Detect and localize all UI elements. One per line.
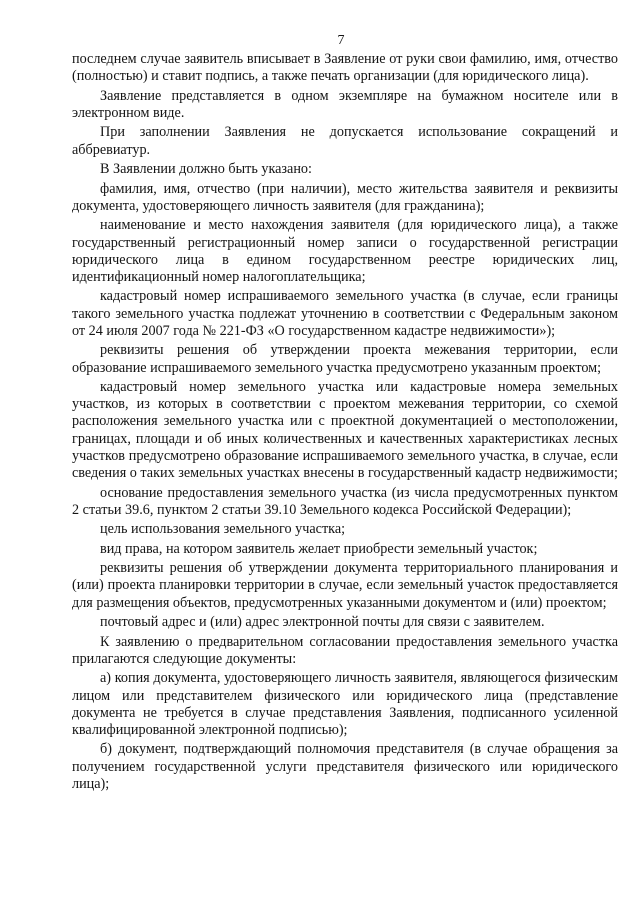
list-item-identity-copy: а) копия документа, удостоверяющего личность заявителя, являющегося физическим лицом или представителем физического или юридического лица (представление документа не требуется в случае представления Заявления, подписанного усиленной квалифицированной электронной подписью); <box>72 670 618 738</box>
list-item-planning-decision: реквизиты решения об утверждении документа территориального планирования и (или) проекта планировки территории в случае, если земельный участок предоставляется для размещения объектов, предусмотренных указанными документом и (или) проектом; <box>72 560 618 611</box>
list-item-survey-project-decision: реквизиты решения об утверждении проекта межевания территории, если образование испрашиваемого земельного участка предусмотрено указанным проектом; <box>72 342 618 376</box>
list-item-cadastral-number: кадастровый номер испрашиваемого земельного участка (в случае, если границы такого земельного участка подлежат уточнению в соответствии с Федеральным законом от 24 июля 2007 года № 221-ФЗ «О государственном кадастре недвижимости»); <box>72 288 618 339</box>
list-item-right-type: вид права, на котором заявитель желает приобрести земельный участок; <box>100 540 538 557</box>
paragraph-no-abbreviations: При заполнении Заявления не допускается использование сокращений и аббревиатур. <box>72 124 618 158</box>
list-item-grounds: основание предоставления земельного участка (из числа предусмотренных пунктом 2 статьи 39.6, пунктом 2 статьи 39.10 Земельного кодекса Российской Федерации); <box>72 484 618 518</box>
list-item-contact-address: почтовый адрес и (или) адрес электронной почты для связи с заявителем. <box>100 614 545 631</box>
paragraph-continuation: последнем случае заявитель вписывает в Заявление от руки свои фамилию, имя, отчество (полностью) и ставит подпись, а также печать организации (для юридического лица). <box>72 51 618 85</box>
document-body <box>72 51 618 795</box>
list-item-source-plots: кадастровый номер земельного участка или кадастровые номера земельных участков, из которых в соответствии с проектом межевания территории, со схемой расположения земельного участка или с проектной документацией о местоположении, границах, площади и об иных количественных и качественных характеристиках лесных участков предусмотрено образование испрашиваемого земельного участка, в случае, если сведения о таких земельных участках внесены в государственный кадастр недвижимости; <box>72 379 618 482</box>
paragraph-submission-format: Заявление представляется в одном экземпляре на бумажном носителе или в электронном виде. <box>72 87 618 121</box>
paragraph-required-items-intro: В Заявлении должно быть указано: <box>100 161 312 178</box>
paragraph-attachments-intro: К заявлению о предварительном согласовании предоставления земельного участка прилагаются следующие документы: <box>72 633 618 667</box>
list-item-authority-document: б) документ, подтверждающий полномочия представителя (в случае обращения за получением государственной услуги представителя физического или юридического лица); <box>72 741 618 792</box>
list-item-legal-entity-details: наименование и место нахождения заявителя (для юридического лица), а также государственный регистрационный номер записи о государственной регистрации юридического лица в едином государственном реестре юридических лиц, идентификационный номер налогоплательщика; <box>72 217 618 285</box>
list-item-citizen-details: фамилия, имя, отчество (при наличии), место жительства заявителя и реквизиты документа, удостоверяющего личность заявителя (для гражданина); <box>72 180 618 214</box>
list-item-purpose: цель использования земельного участка; <box>100 521 346 538</box>
page-number: 7 <box>337 33 345 48</box>
